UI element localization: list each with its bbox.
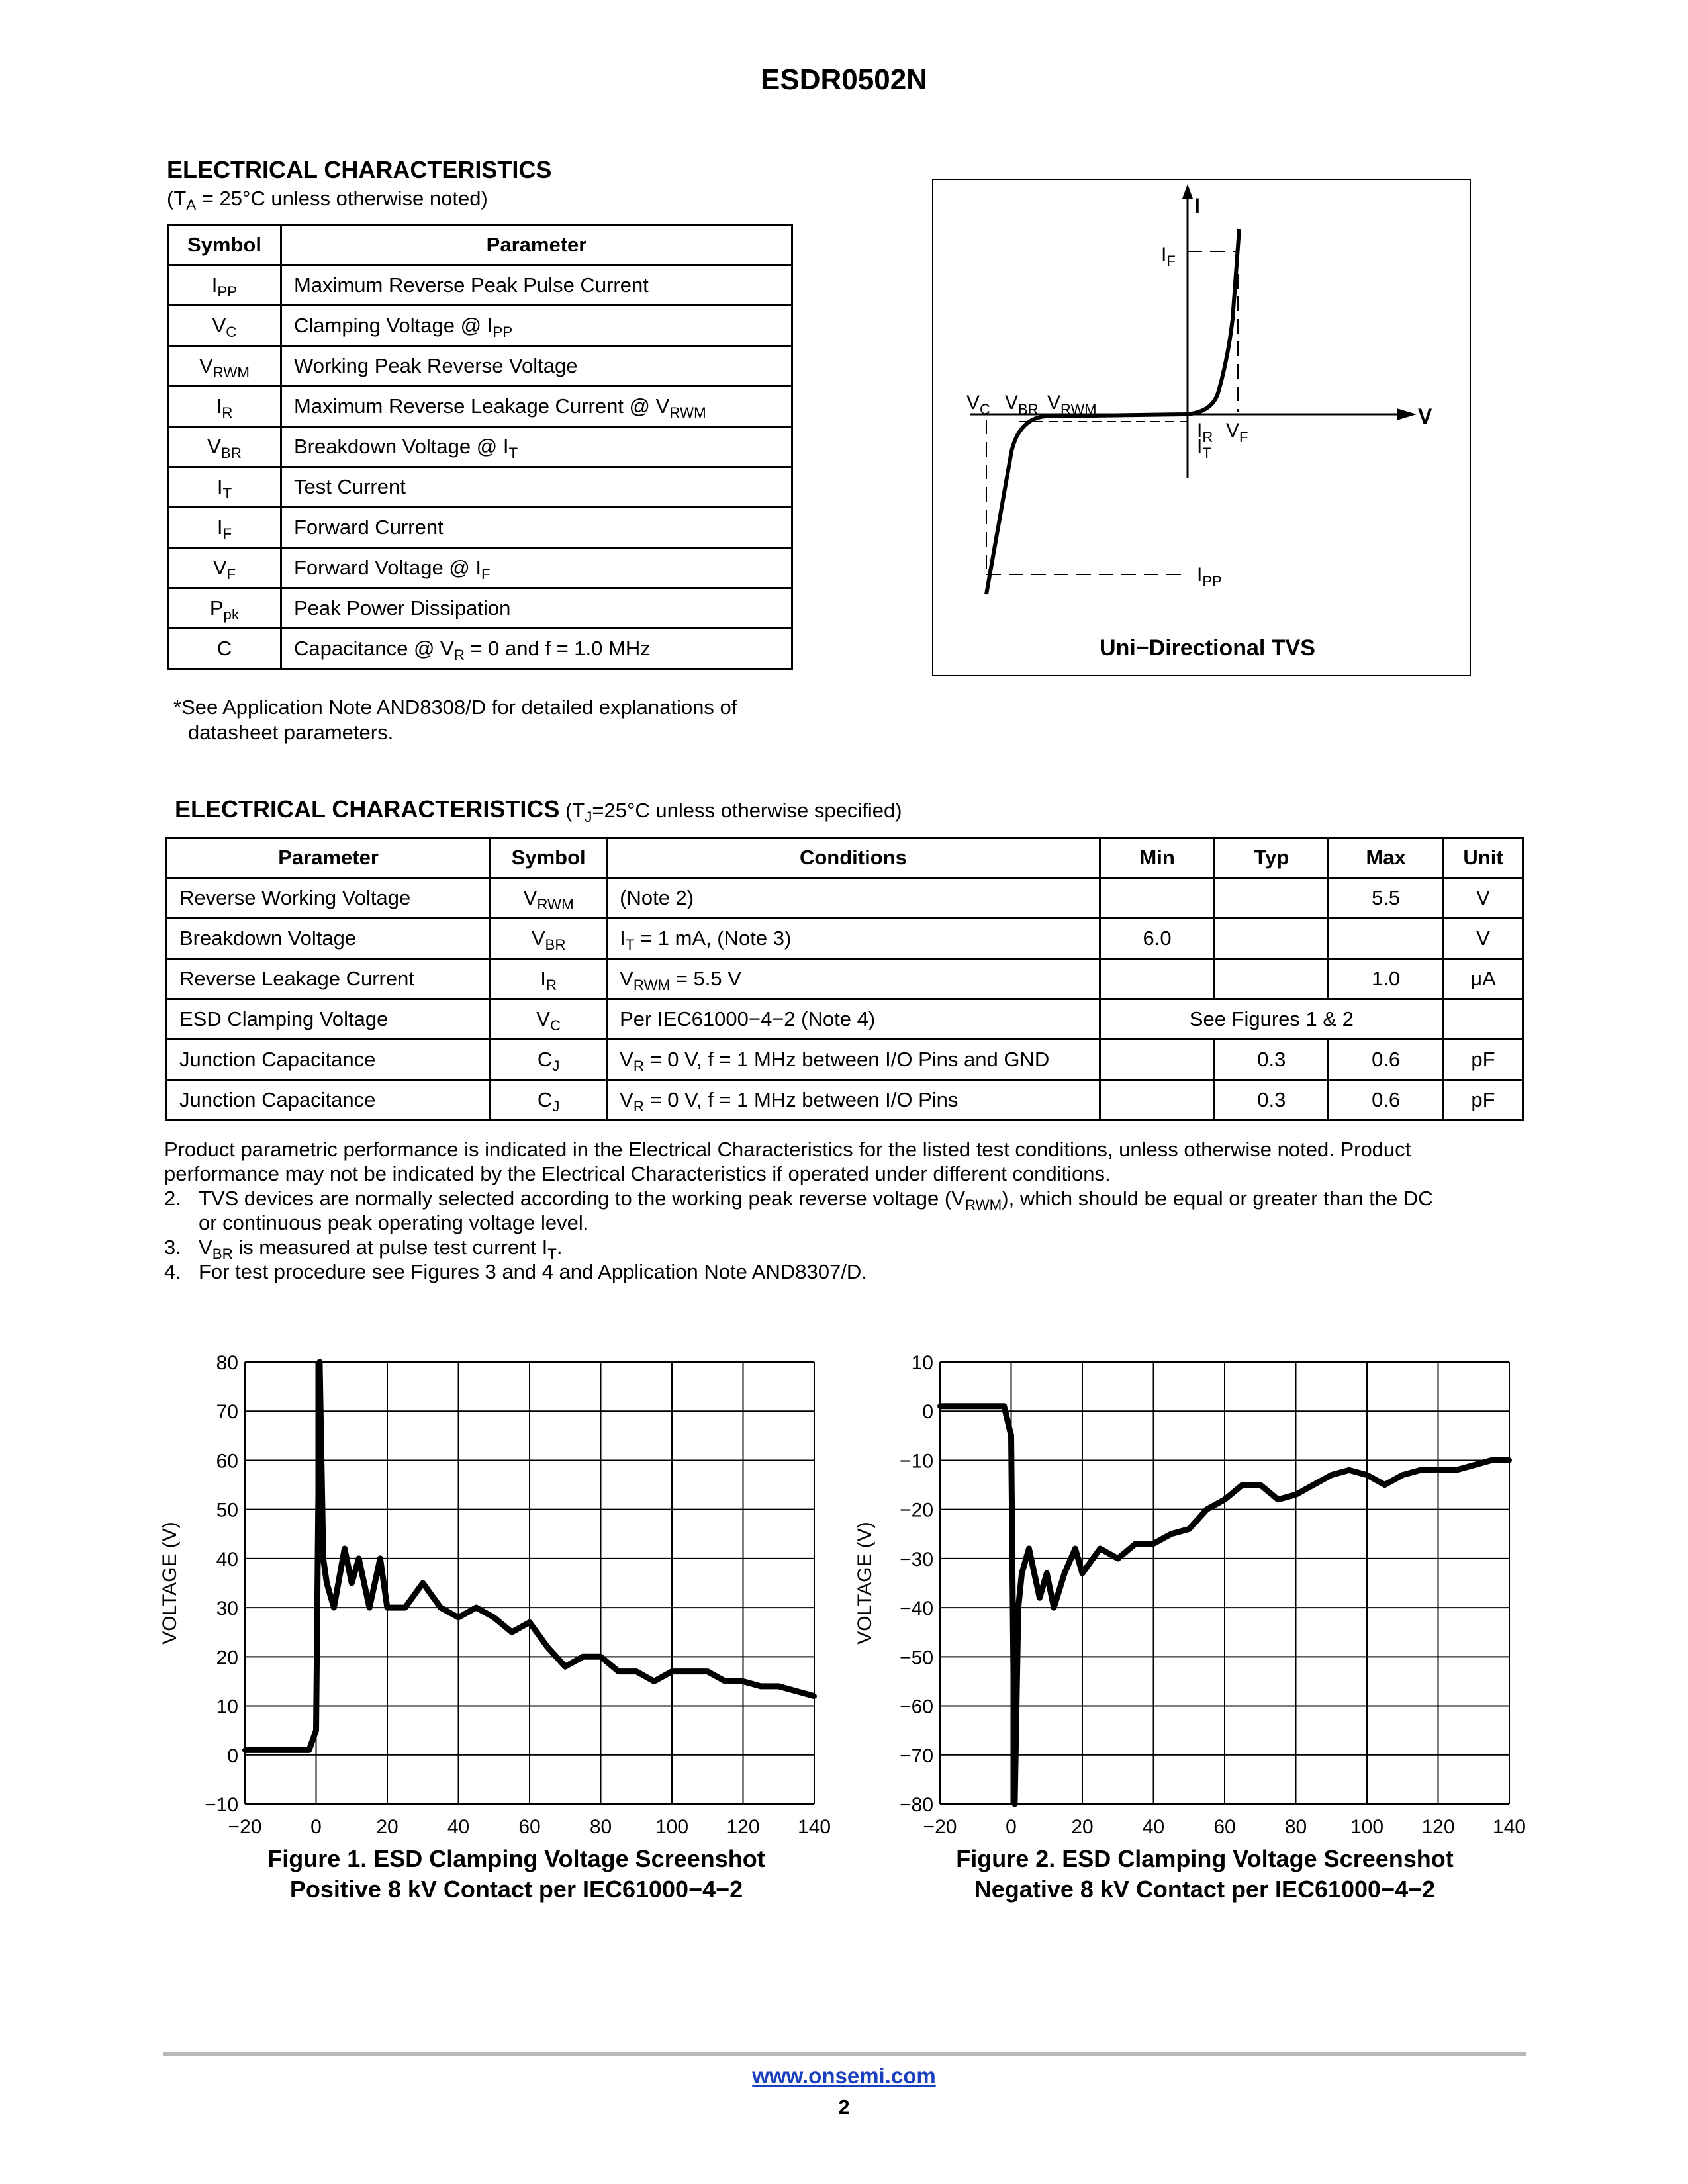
data-point [509,1629,514,1635]
typ-cell [1215,919,1329,959]
data-point [1098,1546,1103,1551]
data-point [1400,1473,1405,1478]
elec-heading: ELECTRICAL CHARACTERISTICS ($T_J=25^\circ C$ unless otherwise specified) [175,796,902,826]
data-point [973,1404,978,1409]
footer-divider [163,2052,1526,2056]
symbol-cell: $I_R$ [168,387,281,427]
y-tick-label: 40 [216,1548,238,1570]
conditions-cell: $I_T = 1$ mA, (Note 3) [607,919,1100,959]
data-point [1418,1467,1423,1473]
col-conditions: Conditions [607,838,1100,878]
data-point [1186,1526,1192,1531]
col-parameter: Parameter [281,225,792,265]
parameter-cell: Maximum Reverse Peak Pulse Current [281,265,792,306]
data-point [491,1615,496,1620]
x-tick-label: 60 [518,1816,541,1838]
x-tick-label: 40 [1142,1816,1165,1838]
symbol-cell: $V_{RWM}$ [491,878,607,919]
note-2: 2. TVS devices are normally selected according to the working peak reverse voltage $(V_{RWM})$, which should be equal or greater than the DC [164,1187,1433,1214]
parameter-cell: Working Peak Reverse Voltage [281,346,792,387]
symbol-cell: $V_{RWM}$ [168,346,281,387]
symbol-cell: $V_C$ [168,306,281,346]
data-point [420,1580,426,1586]
symbol-cell: $V_{BR}$ [168,427,281,467]
data-point [377,1556,383,1561]
parameter-cell: Breakdown Voltage @ $I_T$ [281,427,792,467]
param-cell: Breakdown Voltage [167,919,491,959]
data-point [320,1556,326,1561]
parameter-cell: Forward Current [281,508,792,548]
data-point [1012,1801,1017,1807]
data-point [633,1669,639,1674]
symbol-row [168,508,792,548]
elec-row [167,878,1523,919]
y-tick-label: 50 [216,1499,238,1522]
max-cell: 0.6 [1329,1040,1444,1080]
symbol-cell: $I_T$ [168,467,281,508]
x-tick-label: 0 [310,1816,322,1838]
y-axis-title: VOLTAGE (V) [159,1522,181,1645]
col-min: Min [1100,838,1215,878]
data-point [598,1654,604,1659]
col-symbol: Symbol [168,225,281,265]
x-tick-label: 80 [589,1816,612,1838]
y-tick-label: −10 [205,1794,238,1816]
min-cell [1100,878,1215,919]
data-point [776,1684,781,1689]
min-cell [1100,1080,1215,1120]
symbol-row [168,387,792,427]
y-tick-label: 30 [216,1598,238,1620]
data-point [669,1669,675,1674]
x-tick-label: 80 [1284,1816,1307,1838]
y-tick-label: −80 [900,1794,933,1816]
fig1-caption: Figure 1. ESD Clamping Voltage Screenshot Positive 8 kV Contact per IEC61000−4−2 [267,1845,765,1903]
symbol-cell: $V_F$ [168,548,281,588]
iv-diagram-caption: Uni−Directional TVS [1100,635,1315,660]
symbol-row [168,265,792,306]
data-point [937,1404,943,1409]
data-point [545,1644,550,1649]
data-point [1453,1467,1458,1473]
conditions-cell: Per IEC61000−4−2 (Note 4) [607,999,1100,1040]
data-point [342,1546,348,1551]
data-point [1489,1457,1494,1463]
x-tick-label: 120 [1421,1816,1455,1838]
y-tick-label: −50 [900,1647,933,1669]
max-cell: 0.6 [1329,1080,1444,1120]
part-number-title: ESDR0502N [761,64,927,96]
data-point [794,1688,799,1694]
vrwm-label: $V_{RWM}$ [1047,392,1097,418]
data-point [438,1605,444,1610]
data-point [306,1747,312,1752]
note-3: 3. $V_{BR}$ is measured at pulse test current $I_T$. [164,1236,563,1263]
x-tick-label: 140 [1492,1816,1526,1838]
data-point [1062,1570,1067,1576]
x-tick-label: 100 [655,1816,689,1838]
data-point [1222,1497,1227,1502]
chart-fig2 [847,1337,1536,1840]
y-tick-label: −10 [900,1450,933,1473]
symbols-heading: ELECTRICAL CHARACTERISTICS [167,156,552,183]
symbol-cell: $I_R$ [491,959,607,999]
data-point [402,1605,408,1610]
x-tick-label: 20 [376,1816,399,1838]
symbol-cell: $C_J$ [491,1080,607,1120]
symbols-table [167,224,793,670]
unit-cell: V [1444,919,1523,959]
note-intro-1: Product parametric performance is indicated in the Electrical Characteristics for the listed test conditions, unless otherwise noted. Product [164,1138,1411,1161]
symbol-cell: $C_J$ [491,1040,607,1080]
data-point [1346,1467,1352,1473]
parameter-cell: Peak Power Dissipation [281,588,792,629]
x-tick-label: 120 [726,1816,760,1838]
col-unit: Unit [1444,838,1523,878]
symbols-footnote-1: *See Application Note AND8308/D for detailed explanations of [173,696,737,719]
data-point [1471,1463,1476,1468]
typ-cell [1215,878,1329,919]
data-point [758,1684,763,1689]
parameter-cell: Forward Voltage @ $I_F$ [281,548,792,588]
y-tick-label: 80 [216,1352,238,1374]
unit-cell: μA [1444,959,1523,999]
ir-label: $I_R$ [1197,420,1213,445]
data-point [356,1556,361,1561]
y-tick-label: 0 [922,1401,933,1424]
x-tick-label: 100 [1350,1816,1384,1838]
parameter-cell: Test Current [281,467,792,508]
col-parameter: Parameter [167,838,491,878]
data-point [1009,1433,1014,1438]
data-point [456,1615,461,1620]
data-point [1026,1546,1031,1551]
data-point [1382,1482,1387,1488]
param-cell: Reverse Working Voltage [167,878,491,919]
data-point [278,1747,283,1752]
electrical-characteristics-table [165,837,1524,1121]
typ-cell: 0.3 [1215,1040,1329,1080]
iv-diagram-box [932,179,1471,676]
x-tick-label: −20 [228,1816,262,1838]
symbol-cell: $I_{PP}$ [168,265,281,306]
footer-link-wrap [0,2064,1688,2089]
vbr-label: $V_{BR}$ [1005,392,1039,418]
symbol-row [168,346,792,387]
col-typ: Typ [1215,838,1329,878]
data-point [1051,1605,1056,1610]
unit-cell: pF [1444,1080,1523,1120]
x-tick-label: −20 [923,1816,957,1838]
symbol-cell: C [168,629,281,669]
symbol-cell: $V_C$ [491,999,607,1040]
data-point [317,1359,322,1365]
symbol-cell: $I_F$ [168,508,281,548]
footer-url-link[interactable]: www.onsemi.com [752,2064,936,2088]
y-tick-label: 10 [216,1696,238,1718]
parameter-cell: Clamping Voltage @ $I_{PP}$ [281,306,792,346]
param-cell: Junction Capacitance [167,1080,491,1120]
data-point [1204,1507,1209,1512]
y-tick-label: 70 [216,1401,238,1424]
vf-label: $V_F$ [1226,420,1248,445]
data-point [616,1669,621,1674]
y-tick-label: 60 [216,1450,238,1473]
symbol-cell: $V_{BR}$ [491,919,607,959]
conditions-cell: $V_{RWM} = 5.5$ V [607,959,1100,999]
x-tick-label: 60 [1213,1816,1236,1838]
max-cell: 1.0 [1329,959,1444,999]
y-tick-label: −40 [900,1598,933,1620]
note-4: 4. For test procedure see Figures 3 and 4 and Application Note AND8307/D. [164,1260,867,1283]
symbol-cell: $P_{pk}$ [168,588,281,629]
x-tick-label: 0 [1006,1816,1017,1838]
data-point [651,1678,657,1684]
x-tick-label: 140 [797,1816,831,1838]
data-point [705,1669,710,1674]
conditions-cell: (Note 2) [607,878,1100,919]
data-point [1329,1473,1334,1478]
min-cell [1100,1040,1215,1080]
conditions-cell: $V_R = 0$ V, f = 1 MHz between I/O Pins [607,1080,1100,1120]
typ-cell [1215,959,1329,999]
data-point [367,1605,372,1610]
note-intro-2: performance may not be indicated by the Electrical Characteristics if operated under different conditions. [164,1162,1111,1185]
elec-row [167,1080,1523,1120]
x-tick-label: 20 [1071,1816,1094,1838]
symbol-row [168,629,792,669]
param-cell: ESD Clamping Voltage [167,999,491,1040]
data-point [1168,1531,1174,1537]
y-tick-label: −20 [900,1499,933,1522]
data-point [1258,1482,1263,1488]
data-point [1019,1570,1025,1576]
data-point [331,1605,336,1610]
if-label: $I_F$ [1161,244,1176,269]
data-point [1002,1404,1007,1409]
data-point [581,1654,586,1659]
data-point [527,1619,532,1625]
y-tick-label: −70 [900,1745,933,1767]
it-label: $I_T$ [1197,435,1211,461]
data-point [1507,1457,1512,1463]
min-cell: 6.0 [1100,919,1215,959]
electrical-table-body [167,878,1523,1120]
data-point [349,1580,354,1586]
data-point [1037,1595,1043,1600]
x-tick-label: 40 [447,1816,470,1838]
symbols-table-body [168,265,792,669]
y-tick-label: −60 [900,1696,933,1718]
conditions-cell: $V_R = 0$ V, f = 1 MHz between I/O Pins and GND [607,1040,1100,1080]
max-cell [1329,919,1444,959]
page-number: 2 [838,2095,850,2118]
v-axis-label: V [1418,404,1432,428]
notes-block [164,1137,1528,1284]
data-point [473,1605,479,1610]
y-tick-label: 10 [911,1352,933,1374]
data-point [1364,1473,1370,1478]
data-point [1436,1467,1441,1473]
data-point [687,1669,692,1674]
elec-row [167,959,1523,999]
data-point [1072,1546,1078,1551]
min-cell [1100,959,1215,999]
data-point [741,1678,746,1684]
col-symbol: Symbol [491,838,607,878]
data-point [385,1605,390,1610]
note-2-cont: or continuous peak operating voltage level. [199,1211,589,1234]
symbols-footnote-2: datasheet parameters. [188,721,394,744]
i-axis-label: I [1194,194,1200,218]
data-point [1015,1605,1021,1610]
symbol-row [168,548,792,588]
data-point [324,1580,330,1586]
data-point [1133,1541,1139,1547]
span-cell: See Figures 1 & 2 [1100,999,1443,1040]
data-point [1044,1570,1049,1576]
data-point [563,1664,568,1669]
y-axis-title: VOLTAGE (V) [854,1522,876,1645]
data-point [1151,1541,1156,1547]
data-point [314,1728,319,1733]
param-cell: Junction Capacitance [167,1040,491,1080]
y-tick-label: −30 [900,1548,933,1570]
y-tick-label: 20 [216,1647,238,1669]
parameter-cell: Maximum Reverse Leakage Current @ $V_{RWM}$ [281,387,792,427]
data-point [242,1747,248,1752]
elec-row [167,1040,1523,1080]
max-cell: 5.5 [1329,878,1444,919]
data-point [1115,1556,1121,1561]
vc-label: $V_C$ [966,392,990,418]
param-cell: Reverse Leakage Current [167,959,491,999]
parameter-cell: Capacitance @ $V_R = 0$ and f = 1.0 MHz [281,629,792,669]
elec-row [167,919,1523,959]
data-point [1293,1492,1299,1497]
fig2-caption: Figure 2. ESD Clamping Voltage Screenshot Negative 8 kV Contact per IEC61000−4−2 [956,1845,1454,1903]
unit-cell [1444,999,1523,1040]
col-max: Max [1329,838,1444,878]
unit-cell: V [1444,878,1523,919]
symbol-row [168,588,792,629]
typ-cell: 0.3 [1215,1080,1329,1120]
symbol-row [168,306,792,346]
elec-row [167,999,1523,1040]
chart-fig1 [152,1337,841,1840]
data-point [1240,1482,1245,1488]
symbol-row [168,467,792,508]
ipp-label: $I_{PP}$ [1197,564,1222,590]
unit-cell: pF [1444,1040,1523,1080]
symbols-condition: ($T_A = 25^\circ C$ unless otherwise noted) [167,187,488,214]
iv-curve-svg [933,180,1470,675]
data-point [1311,1482,1316,1488]
i-axis-arrow [1182,184,1193,199]
data-point [812,1694,817,1699]
data-point [723,1678,728,1684]
data-point [1080,1570,1085,1576]
y-tick-label: 0 [227,1745,238,1767]
data-point [1276,1497,1281,1502]
v-axis-arrow [1397,408,1417,420]
symbol-row [168,427,792,467]
